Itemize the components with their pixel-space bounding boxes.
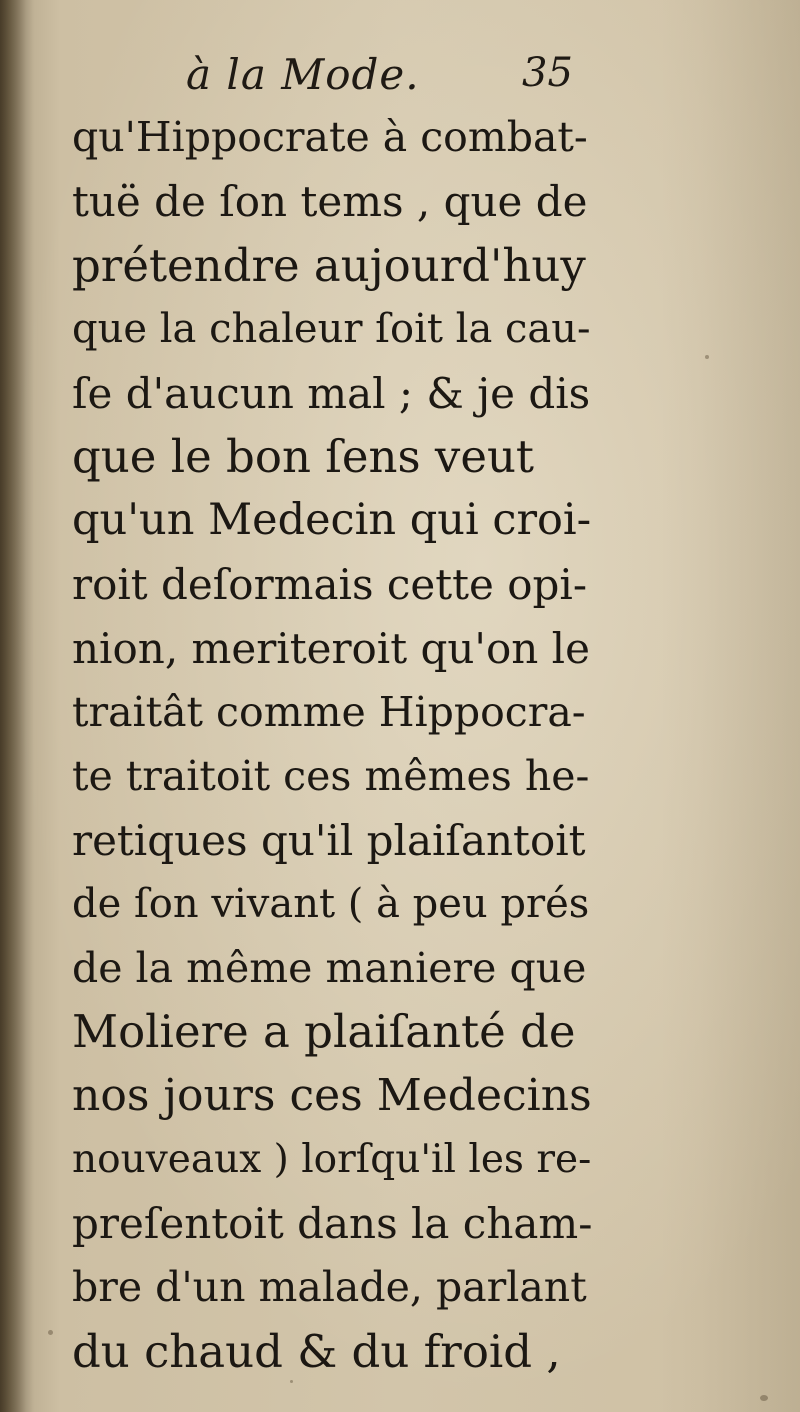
text-line-2: tuë de ſon tems , que de	[72, 176, 588, 226]
text-line-4: que la chaleur ſoit la cau-	[72, 305, 591, 352]
text-line-12: retiques qu'il plaiſantoit	[72, 815, 586, 865]
text-line-6: que le bon ſens veut	[72, 430, 535, 484]
running-title: à la Mode.	[186, 50, 420, 99]
text-line-16: nos jours ces Medecins	[72, 1070, 592, 1122]
page-header	[186, 50, 586, 110]
paper-speck	[705, 355, 709, 359]
body-text	[72, 106, 592, 1384]
page-number: 35	[522, 50, 573, 96]
gutter-shadow	[0, 0, 34, 1412]
text-line-19: bre d'un malade, parlant	[72, 1263, 587, 1312]
text-line-3: prétendre aujourd'huy	[72, 238, 586, 292]
text-line-14: de la même maniere que	[72, 943, 587, 992]
text-line-11: te traitoit ces mêmes he-	[72, 751, 590, 800]
text-line-15: Moliere a plaiſanté de	[72, 1005, 576, 1059]
text-line-5: ſe d'aucun mal ; & je dis	[72, 368, 591, 418]
paper-speck	[290, 1380, 293, 1383]
text-line-1: qu'Hippocrate à combat-	[72, 113, 588, 161]
text-line-7: qu'un Medecin qui croi-	[72, 495, 592, 546]
text-line-13: de ſon vivant ( à peu prés	[72, 880, 590, 927]
text-line-17: nouveaux ) lorſqu'il les re-	[72, 1137, 592, 1183]
paper-speck	[48, 1330, 53, 1335]
page-edge-tone	[660, 0, 800, 1412]
text-line-18: preſentoit dans la cham-	[72, 1199, 593, 1249]
paper-speck	[760, 1395, 768, 1401]
text-line-20: du chaud & du froid ,	[72, 1324, 561, 1378]
text-line-8: roit deſormais cette opi-	[72, 560, 588, 610]
text-line-10: traitât comme Hippocra-	[72, 688, 586, 737]
text-line-9: nion, meriteroit qu'on le	[72, 624, 590, 674]
